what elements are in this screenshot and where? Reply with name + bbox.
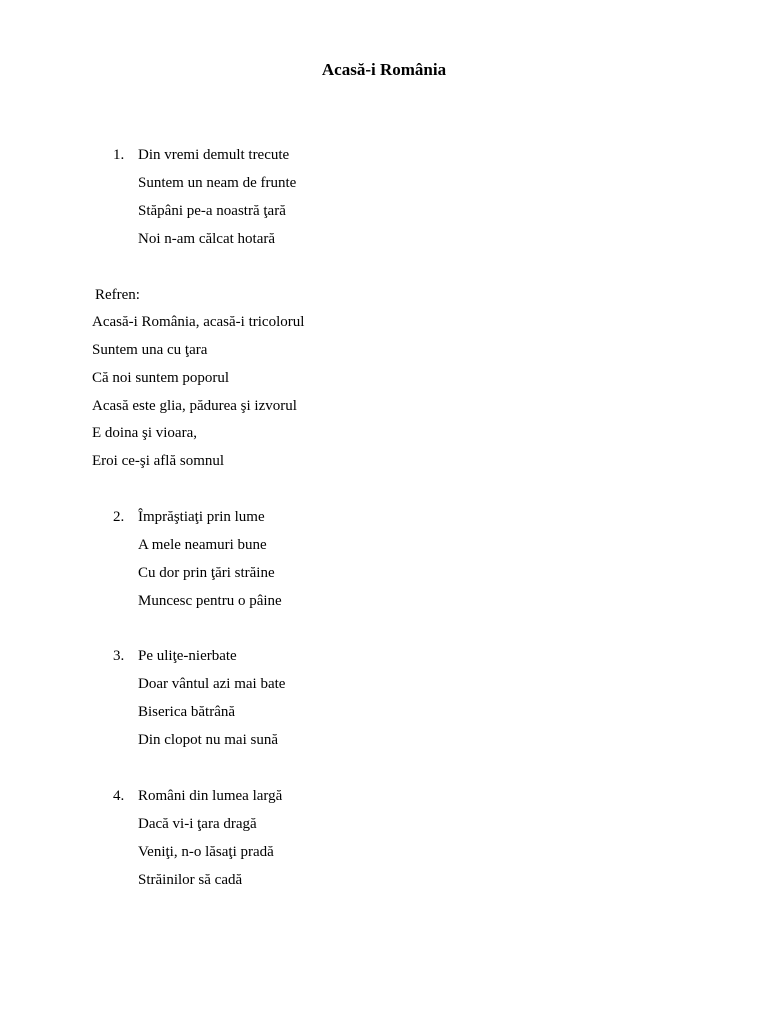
verse-line: Din vremi demult trecute [138,147,290,163]
refrain-label: Refren: [95,287,140,303]
refrain-line: Acasă-i România, acasă-i tricolorul [92,314,305,330]
verse-number: 3. [113,648,125,664]
verse-line: Doar vântul azi mai bate [138,676,286,692]
refrain-line: Suntem una cu ţara [92,342,208,358]
verse-line: Muncesc pentru o pâine [138,593,282,609]
verse-number: 1. [113,147,125,163]
refrain-line: Eroi ce-şi află somnul [92,453,225,469]
verse-line: Dacă vi-i ţara dragă [138,816,257,832]
refrain-line: E doina şi vioara, [92,425,197,441]
song-title: Acasă-i România [321,60,447,79]
refrain-line: Acasă este glia, pădurea şi izvorul [92,398,297,414]
verse-line: Suntem un neam de frunte [138,175,297,191]
verse-number: 4. [113,788,125,804]
verse-line: A mele neamuri bune [138,537,267,553]
verse-line: Străinilor să cadă [138,872,243,888]
verse-number: 2. [113,509,125,525]
verse-line: Noi n-am călcat hotară [138,231,276,247]
verse-line: Împrăştiaţi prin lume [138,509,265,525]
verse-line: Biserica bătrână [138,704,236,720]
verse-line: Cu dor prin ţări străine [138,565,275,581]
verse-line: Veniţi, n-o lăsaţi pradă [138,844,274,860]
verse-line: Pe uliţe-nierbate [138,648,237,664]
verse-line: Români din lumea largă [138,788,283,804]
verse-line: Din clopot nu mai sună [138,732,278,748]
verse-line: Stăpâni pe-a noastră ţară [138,203,286,219]
refrain-line: Că noi suntem poporul [92,370,230,386]
